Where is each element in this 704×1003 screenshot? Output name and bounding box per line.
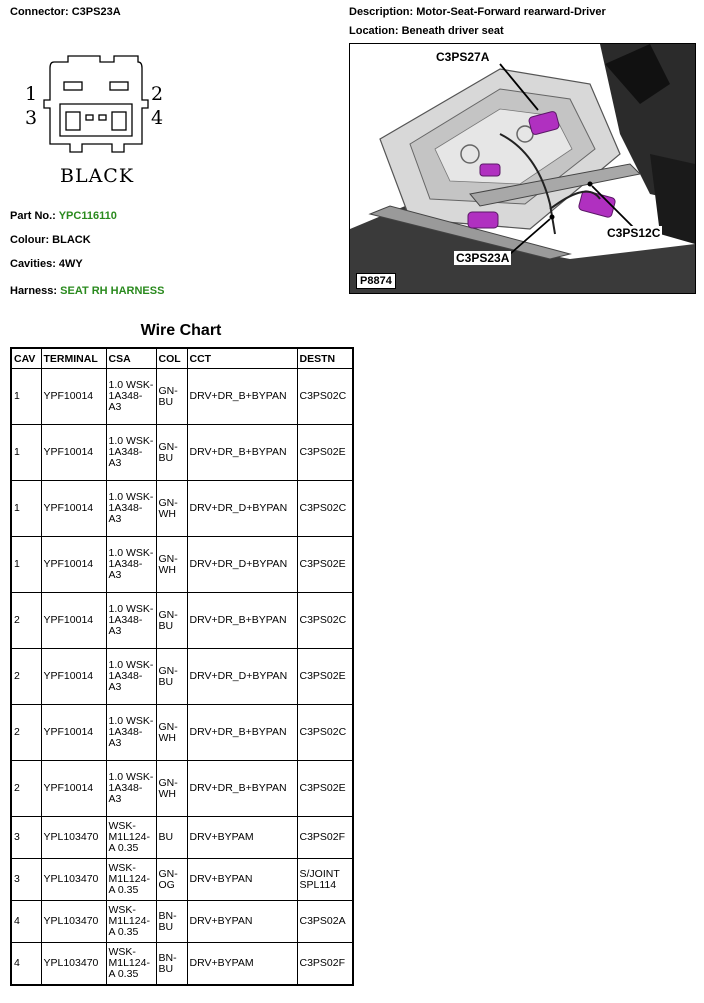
description-heading [349, 6, 606, 18]
connector-colour-caption: BLACK [60, 165, 135, 187]
table-row [11, 859, 353, 901]
destn-cell: C3PS02E [297, 649, 353, 705]
csa-cell: 1.0 WSK-1A348-A3 [106, 705, 156, 761]
terminal-cell: YPL103470 [41, 943, 106, 986]
pin-label-2: 2 [151, 83, 164, 105]
cav-cell: 1 [11, 369, 41, 425]
terminal-cell: YPF10014 [41, 761, 106, 817]
cav-cell: 1 [11, 537, 41, 593]
column-header-cav: CAV [11, 348, 41, 369]
cct-cell: DRV+DR_D+BYPAN [187, 537, 297, 593]
column-header-csa: CSA [106, 348, 156, 369]
col-cell: GN-WH [156, 761, 187, 817]
table-row [11, 593, 353, 649]
terminal-cell: YPL103470 [41, 859, 106, 901]
connector-label: Connector: [10, 6, 69, 18]
csa-cell: 1.0 WSK-1A348-A3 [106, 537, 156, 593]
col-cell: BN-BU [156, 901, 187, 943]
csa-cell: 1.0 WSK-1A348-A3 [106, 761, 156, 817]
harness-label: Harness: [10, 285, 58, 297]
col-cell: GN-BU [156, 649, 187, 705]
wire-chart-table [10, 347, 354, 986]
harness-row [10, 285, 164, 297]
cct-cell: DRV+BYPAM [187, 943, 297, 986]
destn-cell: C3PS02E [297, 425, 353, 481]
cct-cell: DRV+DR_B+BYPAN [187, 705, 297, 761]
cav-cell: 2 [11, 649, 41, 705]
photo-reference-number: P8874 [356, 273, 396, 289]
col-cell: GN-WH [156, 705, 187, 761]
destn-cell: C3PS02C [297, 369, 353, 425]
part-number-row [10, 210, 117, 222]
destn-cell: C3PS02A [297, 901, 353, 943]
callout-c3ps12c: C3PS12C [607, 226, 661, 240]
destn-cell: C3PS02C [297, 481, 353, 537]
description-label: Description: [349, 6, 414, 18]
table-row [11, 425, 353, 481]
location-heading [349, 25, 504, 37]
cav-cell: 2 [11, 593, 41, 649]
description-value: Motor-Seat-Forward rearward-Driver [416, 6, 606, 18]
callout-c3ps23a: C3PS23A [456, 251, 510, 265]
cavities-label: Cavities: [10, 258, 56, 270]
cavities-row [10, 258, 83, 270]
destn-cell: C3PS02C [297, 705, 353, 761]
terminal-cell: YPF10014 [41, 649, 106, 705]
column-header-col: COL [156, 348, 187, 369]
terminal-cell: YPL103470 [41, 817, 106, 859]
table-header-row [11, 348, 353, 369]
colour-value: BLACK [52, 234, 91, 246]
destn-cell: C3PS02E [297, 761, 353, 817]
wire-chart-title: Wire Chart [140, 322, 222, 339]
table-row [11, 705, 353, 761]
cav-cell: 4 [11, 901, 41, 943]
seat-frame-illustration-icon [350, 44, 695, 293]
cct-cell: DRV+DR_B+BYPAN [187, 593, 297, 649]
connector-id: C3PS23A [71, 6, 121, 18]
column-header-destn: DESTN [297, 348, 353, 369]
csa-cell: WSK-M1L124-A 0.35 [106, 817, 156, 859]
destn-cell: C3PS02F [297, 943, 353, 986]
terminal-cell: YPF10014 [41, 425, 106, 481]
terminal-cell: YPF10014 [41, 369, 106, 425]
col-cell: GN-BU [156, 425, 187, 481]
table-row [11, 649, 353, 705]
cav-cell: 2 [11, 705, 41, 761]
table-row [11, 369, 353, 425]
col-cell: GN-WH [156, 481, 187, 537]
cct-cell: DRV+DR_B+BYPAN [187, 369, 297, 425]
cav-cell: 3 [11, 817, 41, 859]
destn-cell: C3PS02E [297, 537, 353, 593]
pin-label-1: 1 [25, 83, 38, 105]
cav-cell: 4 [11, 943, 41, 986]
destn-cell: C3PS02F [297, 817, 353, 859]
table-row [11, 761, 353, 817]
csa-cell: WSK-M1L124-A 0.35 [106, 943, 156, 986]
cav-cell: 3 [11, 859, 41, 901]
location-value: Beneath driver seat [401, 25, 504, 37]
col-cell: GN-BU [156, 369, 187, 425]
csa-cell: 1.0 WSK-1A348-A3 [106, 649, 156, 705]
part-number-label: Part No.: [10, 210, 56, 222]
csa-cell: 1.0 WSK-1A348-A3 [106, 593, 156, 649]
cct-cell: DRV+BYPAN [187, 859, 297, 901]
csa-cell: 1.0 WSK-1A348-A3 [106, 481, 156, 537]
pin-label-4: 4 [151, 107, 164, 129]
cav-cell: 1 [11, 481, 41, 537]
destn-cell: S/JOINT SPL114 [297, 859, 353, 901]
terminal-cell: YPF10014 [41, 593, 106, 649]
colour-row [10, 234, 91, 246]
harness-link[interactable]: SEAT RH HARNESS [60, 285, 165, 297]
cav-cell: 1 [11, 425, 41, 481]
terminal-cell: YPF10014 [41, 537, 106, 593]
location-illustration [349, 43, 696, 294]
terminal-cell: YPF10014 [41, 481, 106, 537]
table-row [11, 901, 353, 943]
table-row [11, 481, 353, 537]
connector-heading [10, 6, 121, 18]
cct-cell: DRV+DR_B+BYPAN [187, 425, 297, 481]
cct-cell: DRV+BYPAN [187, 901, 297, 943]
col-cell: GN-OG [156, 859, 187, 901]
cct-cell: DRV+DR_D+BYPAN [187, 649, 297, 705]
location-label: Location: [349, 25, 399, 37]
csa-cell: 1.0 WSK-1A348-A3 [106, 425, 156, 481]
table-row [11, 817, 353, 859]
cct-cell: DRV+BYPAM [187, 817, 297, 859]
cav-cell: 2 [11, 761, 41, 817]
col-cell: BU [156, 817, 187, 859]
col-cell: BN-BU [156, 943, 187, 986]
column-header-cct: CCT [187, 348, 297, 369]
table-row [11, 537, 353, 593]
col-cell: GN-WH [156, 537, 187, 593]
cct-cell: DRV+DR_B+BYPAN [187, 761, 297, 817]
part-number-link[interactable]: YPC116110 [58, 210, 117, 222]
destn-cell: C3PS02C [297, 593, 353, 649]
cct-cell: DRV+DR_D+BYPAN [187, 481, 297, 537]
colour-label: Colour: [10, 234, 50, 246]
table-row [11, 943, 353, 986]
column-header-terminal: TERMINAL [41, 348, 106, 369]
terminal-cell: YPL103470 [41, 901, 106, 943]
csa-cell: WSK-M1L124-A 0.35 [106, 859, 156, 901]
csa-cell: 1.0 WSK-1A348-A3 [106, 369, 156, 425]
pin-label-3: 3 [25, 107, 38, 129]
callout-c3ps27a: C3PS27A [436, 50, 490, 64]
terminal-cell: YPF10014 [41, 705, 106, 761]
cavities-value: 4WY [58, 258, 83, 270]
col-cell: GN-BU [156, 593, 187, 649]
connector-face-diagram [20, 52, 180, 192]
csa-cell: WSK-M1L124-A 0.35 [106, 901, 156, 943]
